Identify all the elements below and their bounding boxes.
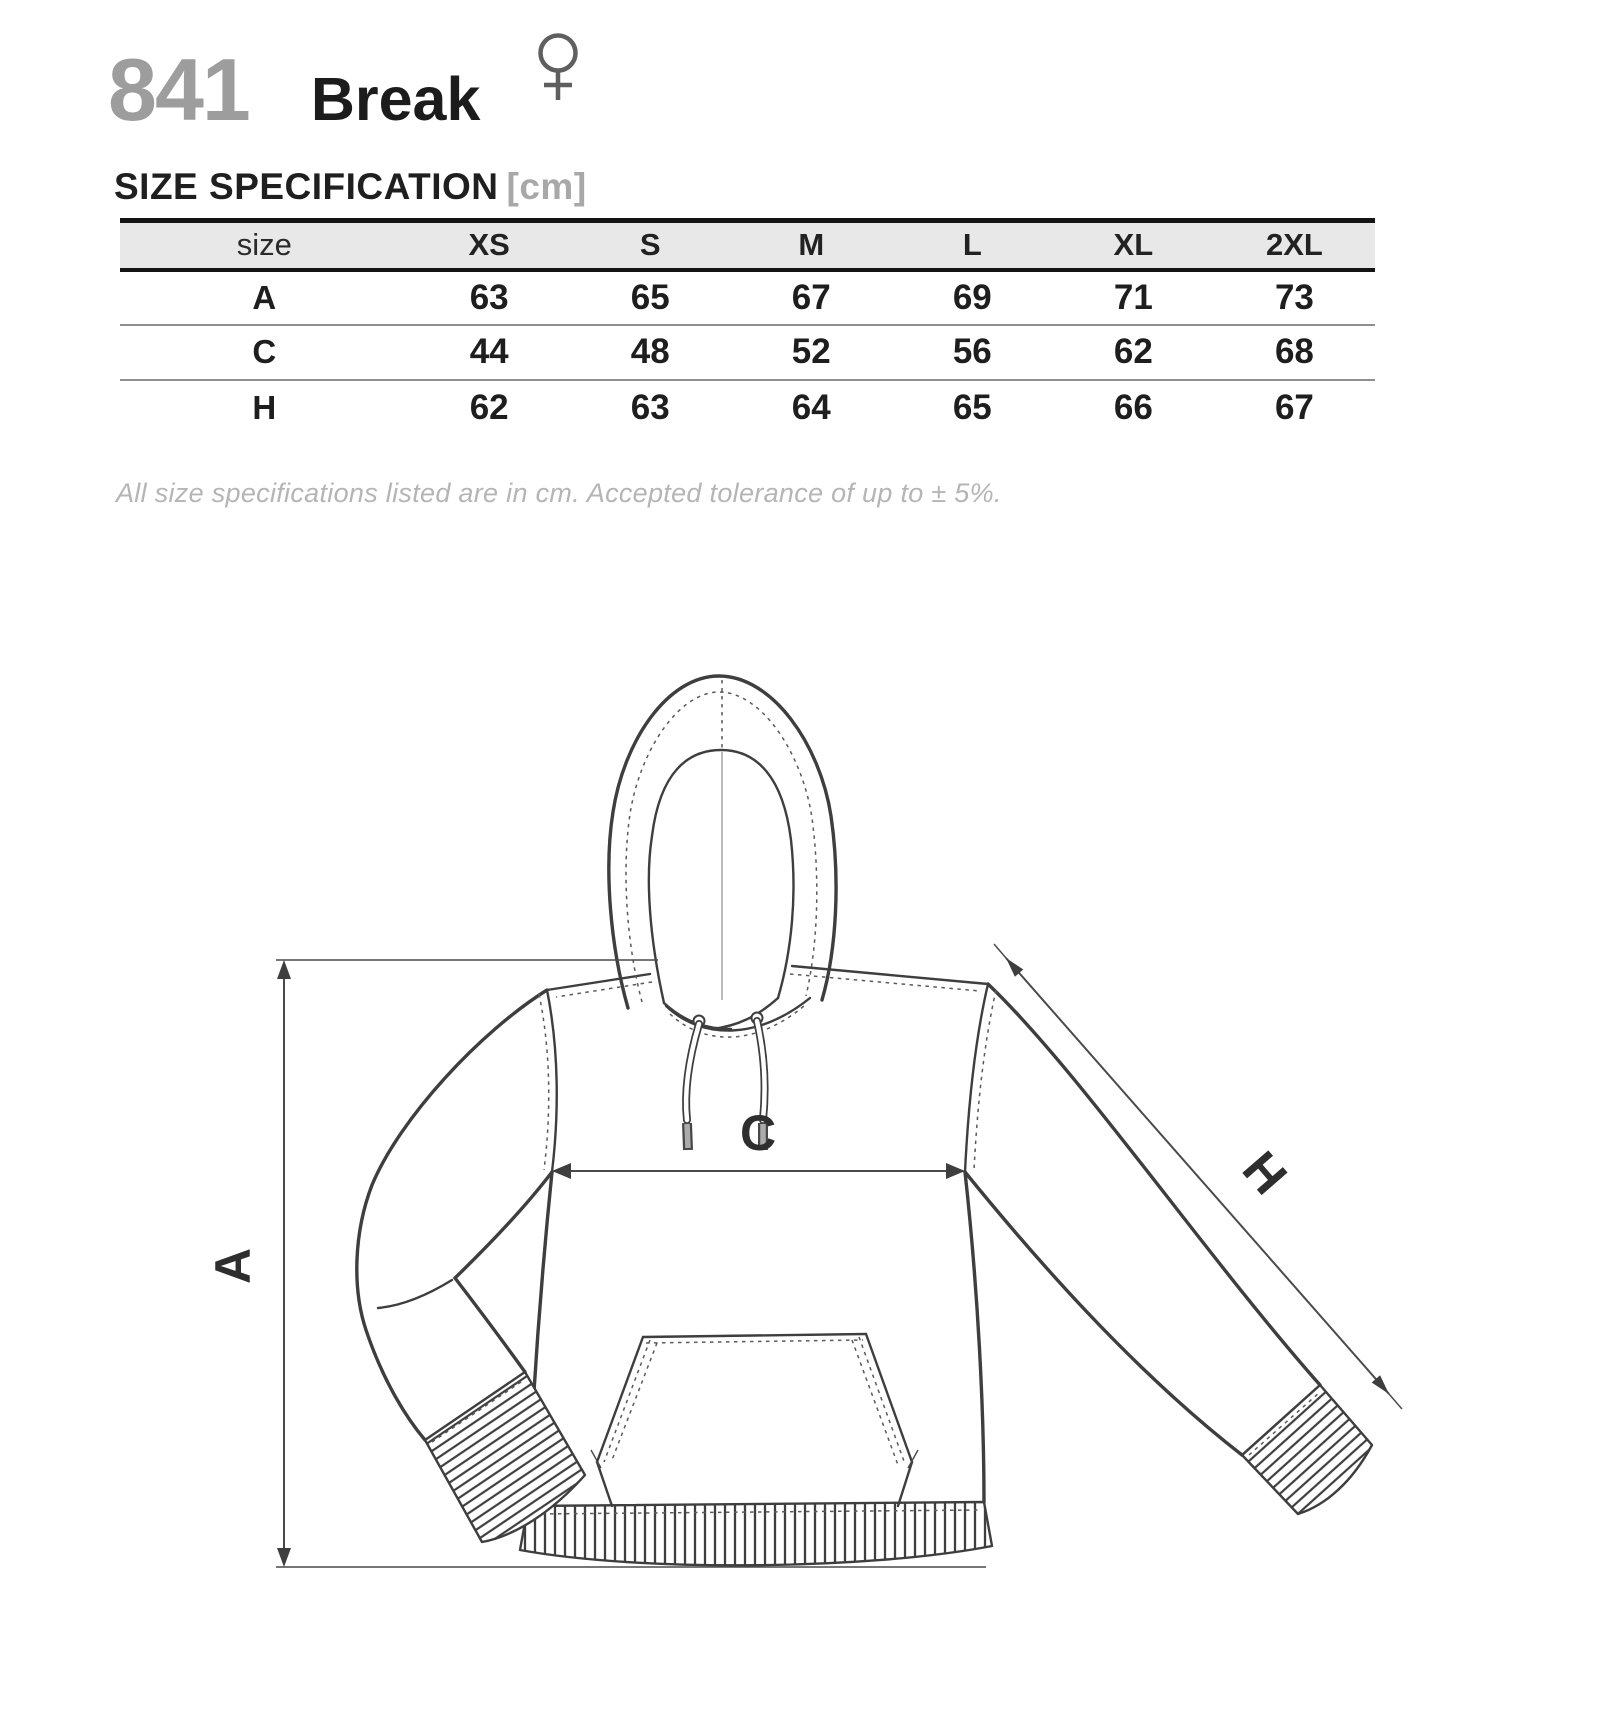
left-armhole-seam [547, 990, 557, 1172]
body-right-seam [965, 1172, 984, 1502]
table-cell: 69 [952, 277, 992, 317]
pocket-right-opening [866, 1334, 912, 1462]
row-label-h: H [252, 388, 277, 426]
measurement-a [205, 960, 986, 1567]
table-cell: 71 [1113, 277, 1153, 317]
table-cell: 62 [1113, 332, 1153, 371]
table-cell: 63 [630, 387, 670, 427]
hood-face-opening [649, 750, 794, 1003]
right-shoulder-seam [792, 966, 988, 984]
measurement-c [552, 1105, 965, 1179]
pocket-top-edge [643, 1334, 866, 1337]
pocket-left-opening [597, 1337, 643, 1462]
right-armhole-seam [965, 984, 988, 1172]
right-sleeve-lower [965, 1172, 1242, 1455]
label-a: A [205, 1247, 261, 1285]
table-cell: 67 [791, 277, 831, 317]
product-code: 841 [108, 40, 249, 139]
section-title-text: SIZE SPECIFICATION [114, 166, 499, 207]
column-header-m: M [798, 227, 825, 263]
kangaroo-pocket [591, 1334, 918, 1506]
right-cuff [1242, 1385, 1372, 1514]
table-cell: 66 [1113, 387, 1153, 427]
column-header-size: size [236, 227, 292, 263]
row-label-a: A [252, 278, 277, 316]
label-h: H [1231, 1140, 1298, 1205]
tolerance-footnote: All size specifications listed are in cm. Accepted tolerance of up to ± 5%. [116, 478, 1002, 508]
section-title-unit: [cm] [506, 166, 587, 207]
column-header-l: L [962, 227, 982, 263]
measurement-h [994, 944, 1402, 1409]
row-label-c: C [252, 333, 277, 370]
column-header-2xl: 2XL [1266, 227, 1323, 263]
label-c: C [739, 1105, 777, 1161]
left-elbow-crease [378, 1280, 452, 1308]
table-cell: 44 [469, 332, 509, 371]
table-cell: 48 [630, 332, 670, 371]
table-cell: 62 [469, 387, 509, 427]
table-cell: 52 [791, 332, 831, 371]
neckband [666, 998, 810, 1031]
left-sleeve-inner [455, 1172, 552, 1278]
left-sleeve-outer [357, 990, 547, 1440]
hood-crossover-left [712, 998, 778, 1029]
hem-band [520, 1502, 992, 1565]
table-cell: 73 [1274, 277, 1314, 317]
table-cell: 68 [1274, 332, 1314, 371]
table-cell: 63 [469, 277, 509, 317]
table-cell: 65 [630, 277, 670, 317]
table-cell: 67 [1274, 387, 1314, 427]
left-shoulder-seam [547, 974, 650, 990]
table-cell: 65 [952, 387, 992, 427]
table-cell: 56 [952, 332, 992, 371]
column-header-xs: XS [468, 227, 510, 263]
column-header-s: S [639, 227, 661, 263]
product-name: Break [310, 65, 481, 133]
left-forearm-edge [455, 1278, 525, 1372]
column-header-xl: XL [1113, 227, 1154, 263]
hoodie-outline [357, 676, 1372, 1565]
table-cell: 64 [791, 387, 831, 427]
